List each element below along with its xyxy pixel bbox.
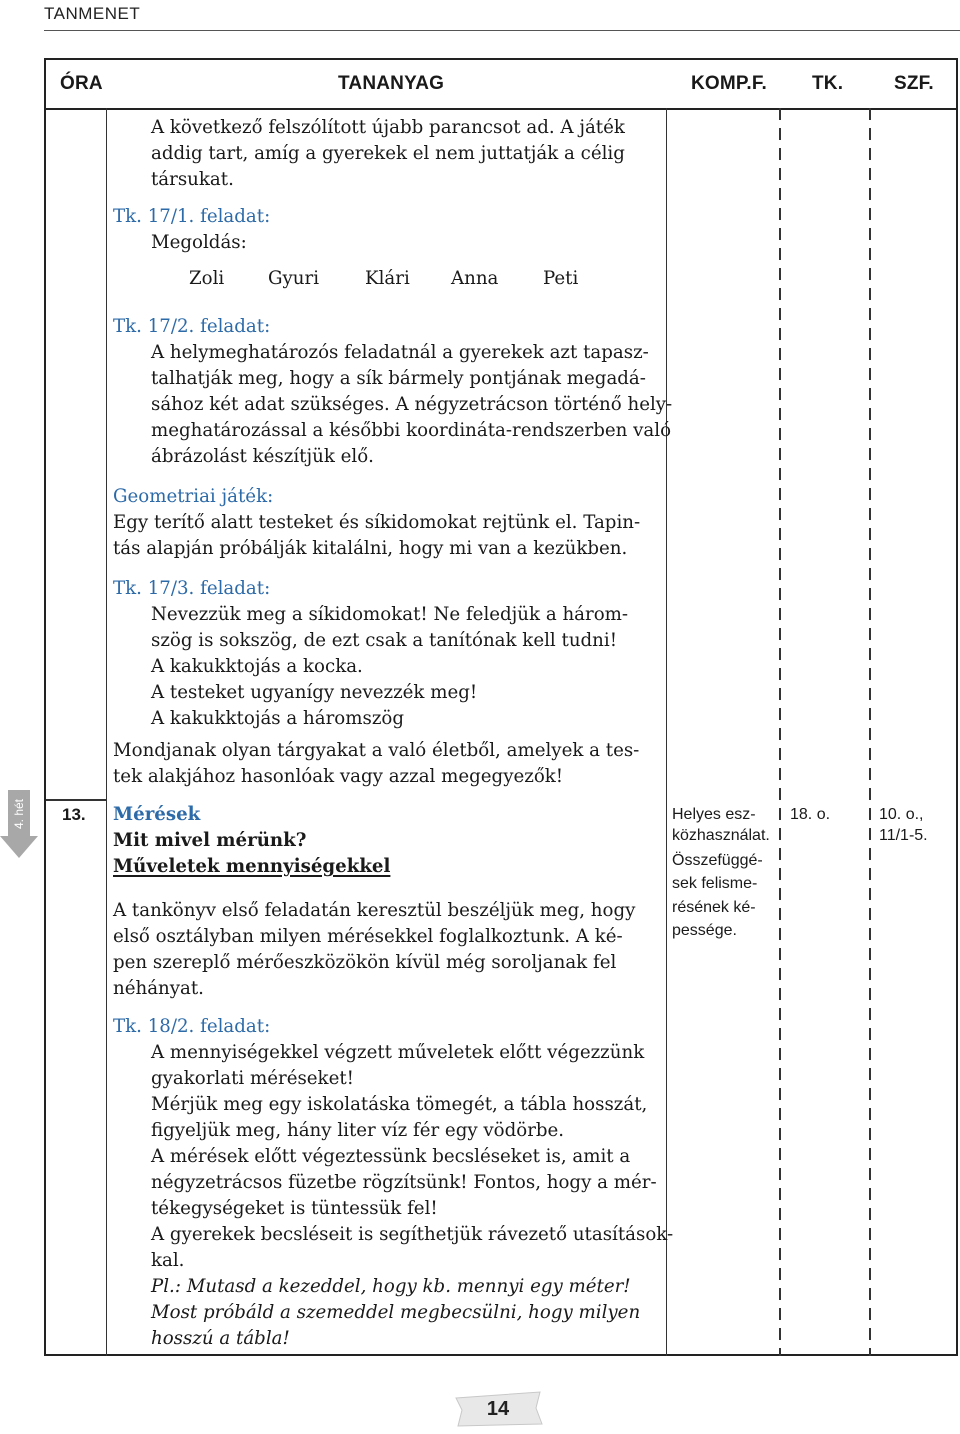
text-line: társukat. bbox=[151, 169, 234, 190]
week-label: 4. hét bbox=[12, 798, 26, 830]
name-klari: Klári bbox=[365, 268, 410, 289]
komp-line: közhasználat. bbox=[672, 827, 770, 844]
text-line: A következő felszólított újabb parancsot ad. A játék bbox=[151, 117, 625, 138]
text-line: pen szereplő mérőeszközökön kívül még soroljanak fel bbox=[113, 952, 617, 973]
column-divider-tananyag bbox=[666, 108, 667, 1356]
text-line: figyeljük meg, hány liter víz fér egy vödörbe. bbox=[151, 1120, 565, 1141]
komp-line: sek felisme- bbox=[672, 875, 758, 892]
lesson-subtitle: Mit mivel mérünk? bbox=[113, 830, 307, 851]
text-line: meghatározással a későbbi koordináta-rendszerben való bbox=[151, 420, 672, 441]
text-line: A testeket ugyanígy nevezzék meg! bbox=[151, 682, 478, 703]
header-rule bbox=[44, 30, 960, 31]
komp-line: Helyes esz- bbox=[672, 806, 756, 823]
down-arrow-icon bbox=[0, 836, 38, 858]
komp-line: résének ké- bbox=[672, 899, 756, 916]
lesson-subtitle-2: Műveletek mennyiségekkel bbox=[113, 856, 391, 877]
text-line: első osztályban milyen mérésekkel foglalkoztunk. A ké- bbox=[113, 926, 623, 947]
page-number: 14 bbox=[486, 1398, 510, 1420]
text-line: A gyerekek becsléseit is segíthetjük rávezető utasítások- bbox=[151, 1224, 674, 1245]
text-line: ábrázolást készítjük elő. bbox=[151, 446, 374, 467]
task-label-17-3: Tk. 17/3. feladat: bbox=[113, 578, 271, 599]
text-line: szög is sokszög, de ezt csak a tanítónak kell tudni! bbox=[151, 630, 618, 651]
name-peti: Peti bbox=[543, 268, 579, 289]
text-line: A mennyiségekkel végzett műveletek előtt végezzünk bbox=[151, 1042, 645, 1063]
text-line: A kakukktojás a kocka. bbox=[151, 656, 363, 677]
page-number-badge bbox=[452, 1388, 544, 1430]
col-header-ora: ÓRA bbox=[60, 73, 103, 94]
text-line: tek alakjához hasonlóak vagy azzal megegyezők! bbox=[113, 766, 564, 787]
text-line: A mérések előtt végeztessünk becsléseket is, amit a bbox=[151, 1146, 631, 1167]
col-header-tk: TK. bbox=[812, 73, 844, 94]
szf-line: 11/1-5. bbox=[879, 827, 928, 844]
row-separator-13 bbox=[46, 799, 106, 801]
text-line-italic: Most próbáld a szemeddel megbecsülni, hogy milyen bbox=[151, 1302, 641, 1323]
text-line: A kakukktojás a háromszög bbox=[151, 708, 404, 729]
task-label-17-1: Tk. 17/1. feladat: bbox=[113, 206, 271, 227]
text-line: tás alapján próbálják kitalálni, hogy mi van a kezükben. bbox=[113, 538, 628, 559]
name-gyuri: Gyuri bbox=[268, 268, 320, 289]
text-line: Nevezzük meg a síkidomokat! Ne feledjük a három- bbox=[151, 604, 629, 625]
text-line: talhatják meg, hogy a sík bármely pontjának megadá- bbox=[151, 368, 646, 389]
text-line: A tankönyv első feladatán keresztül beszéljük meg, hogy bbox=[113, 900, 636, 921]
text-line: kal. bbox=[151, 1250, 185, 1271]
lesson-title: Mérések bbox=[113, 804, 201, 825]
text-line: négyzetrácsos füzetbe rögzítsünk! Fontos, hogy a mér- bbox=[151, 1172, 657, 1193]
table-header bbox=[46, 60, 956, 110]
text-line-italic: Pl.: Mutasd a kezeddel, hogy kb. mennyi egy méter! bbox=[151, 1276, 631, 1297]
col-header-tananyag: TANANYAG bbox=[338, 73, 445, 94]
column-divider-tk bbox=[869, 108, 871, 1356]
lesson-number: 13. bbox=[62, 805, 86, 824]
text-line: sához két adat szükséges. A négyzetrácson történő hely- bbox=[151, 394, 673, 415]
text-line: A helymeghatározós feladatnál a gyerekek azt tapasz- bbox=[151, 342, 649, 363]
col-header-kompf: KOMP.F. bbox=[691, 73, 768, 94]
name-zoli: Zoli bbox=[189, 268, 225, 289]
tk-page: 18. o. bbox=[790, 806, 831, 823]
szf-line: 10. o., bbox=[879, 806, 924, 823]
col-header-szf: SZF. bbox=[894, 73, 934, 94]
text-line: Mérjük meg egy iskolatáska tömegét, a tábla hosszát, bbox=[151, 1094, 648, 1115]
column-divider-kompf bbox=[779, 108, 781, 1356]
solution-label: Megoldás: bbox=[151, 232, 247, 253]
running-head: TANMENET bbox=[44, 4, 141, 23]
task-label-17-2: Tk. 17/2. feladat: bbox=[113, 316, 271, 337]
text-line: Mondjanak olyan tárgyakat a való életből, amelyek a tes- bbox=[113, 740, 640, 761]
week-marker bbox=[0, 790, 38, 870]
komp-line: pessége. bbox=[672, 922, 737, 939]
text-line: tékegységeket is tüntessük fel! bbox=[151, 1198, 438, 1219]
text-line: Egy terítő alatt testeket és síkidomokat rejtünk el. Tapin- bbox=[113, 512, 641, 533]
komp-line: Összefüggé- bbox=[672, 852, 763, 869]
text-line: gyakorlati méréseket! bbox=[151, 1068, 354, 1089]
geo-game-label: Geometriai játék: bbox=[113, 486, 274, 507]
text-line: néhányat. bbox=[113, 978, 204, 999]
column-divider-ora bbox=[106, 108, 107, 1356]
name-anna: Anna bbox=[451, 268, 499, 289]
text-line: addig tart, amíg a gyerekek el nem juttatják a célig bbox=[151, 143, 625, 164]
text-line-italic: hosszú a tábla! bbox=[151, 1328, 290, 1349]
task-label-18-2: Tk. 18/2. feladat: bbox=[113, 1016, 271, 1037]
